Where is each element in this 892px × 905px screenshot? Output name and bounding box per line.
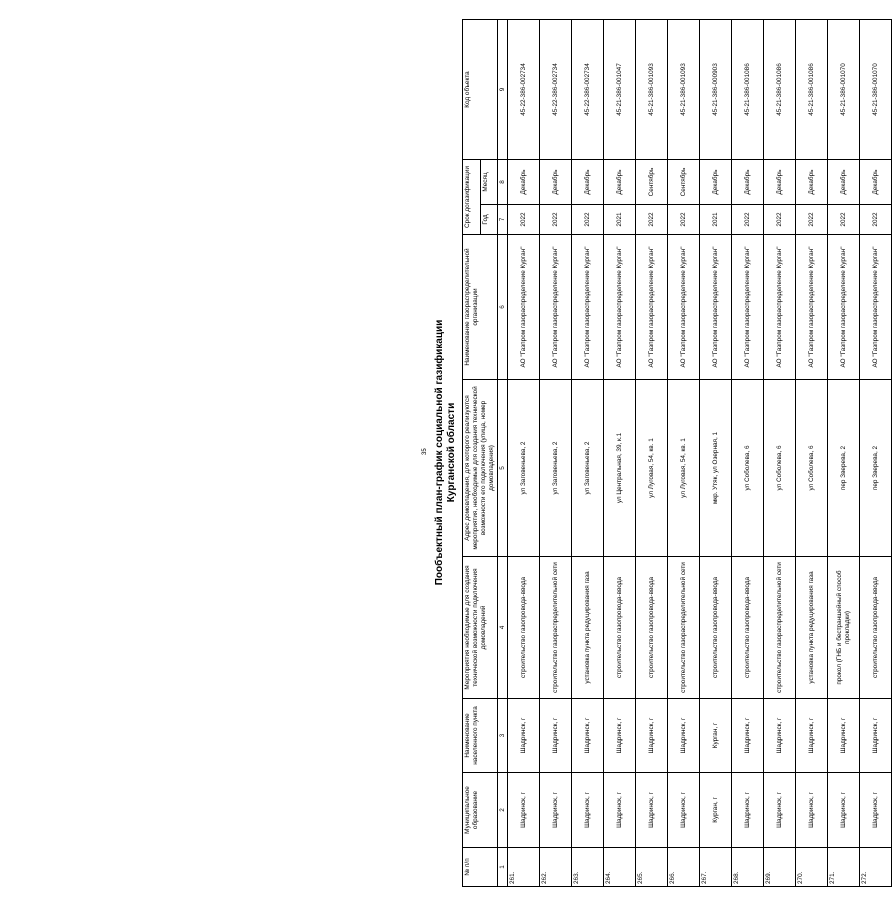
year-cell: 2022 xyxy=(508,205,540,235)
settlement-cell: Шадринск, г xyxy=(636,699,668,773)
year-cell: 2022 xyxy=(540,205,572,235)
address-cell: ул Заговеньева, 2 xyxy=(572,380,604,557)
row-number: 267. xyxy=(700,848,732,887)
object-code-cell: 45-22-386-002734 xyxy=(540,20,572,160)
column-number-row xyxy=(498,20,508,887)
table-row xyxy=(860,20,892,887)
month-cell: Сентябрь xyxy=(668,160,700,205)
column-number: 6 xyxy=(498,235,508,380)
organization-cell: АО "Газпром газораспределение Курган" xyxy=(796,235,828,380)
organization-cell: АО "Газпром газораспределение Курган" xyxy=(636,235,668,380)
table-row xyxy=(764,20,796,887)
object-code-cell: 45-21-386-001086 xyxy=(796,20,828,160)
month-cell: Декабрь xyxy=(604,160,636,205)
column-number: 4 xyxy=(498,557,508,699)
year-cell: 2022 xyxy=(796,205,828,235)
organization-cell: АО "Газпром газораспределение Курган" xyxy=(540,235,572,380)
measure-cell: строительство газопровода-ввода xyxy=(604,557,636,699)
column-number: 5 xyxy=(498,380,508,557)
address-cell: ул Луговая, 54, кв. 1 xyxy=(668,380,700,557)
measure-cell: строительство газопровода-ввода xyxy=(860,557,892,699)
header-measures: Мероприятия необходимые для создания технической возможности подключения домовладений xyxy=(463,557,498,699)
address-cell: ул Соболева, 6 xyxy=(796,380,828,557)
organization-cell: АО "Газпром газораспределение Курган" xyxy=(572,235,604,380)
address-cell: пер Зверева, 2 xyxy=(860,380,892,557)
header-address: Адрес домовладения, для которого реализуются мероприятия, необходимые для создания технической возможности его подключения (улица, номер домовладения) xyxy=(463,380,498,557)
year-cell: 2022 xyxy=(732,205,764,235)
year-cell: 2021 xyxy=(604,205,636,235)
object-code-cell: 45-21-386-001070 xyxy=(828,20,860,160)
municipality-cell: Шадринск, г xyxy=(796,773,828,848)
title-line-2: Курганской области xyxy=(446,402,457,503)
title-line-1: Пообъектный план-график социальной газификации xyxy=(434,319,445,586)
object-code-cell: 45-22-386-002734 xyxy=(508,20,540,160)
header-number: № п/п xyxy=(463,848,498,887)
row-number: 265. xyxy=(636,848,668,887)
table-row xyxy=(668,20,700,887)
year-cell: 2022 xyxy=(668,205,700,235)
row-number: 264. xyxy=(604,848,636,887)
measure-cell: строительство газопровода-ввода xyxy=(732,557,764,699)
measure-cell: установка пункта редуцирования газа xyxy=(796,557,828,699)
header-year: Год xyxy=(480,205,498,235)
address-cell: ул Заговеньева, 2 xyxy=(540,380,572,557)
address-cell: ул Соболева, 6 xyxy=(764,380,796,557)
measure-cell: строительство газораспределительной сети xyxy=(764,557,796,699)
organization-cell: АО "Газпром газораспределение Курган" xyxy=(828,235,860,380)
organization-cell: АО "Газпром газораспределение Курган" xyxy=(508,235,540,380)
column-number: 8 xyxy=(498,160,508,205)
settlement-cell: Шадринск, г xyxy=(764,699,796,773)
settlement-cell: Курган, г xyxy=(700,699,732,773)
organization-cell: АО "Газпром газораспределение Курган" xyxy=(764,235,796,380)
page-number: 35 xyxy=(422,448,428,455)
year-cell: 2022 xyxy=(572,205,604,235)
address-cell: ул Луговая, 54, кв. 1 xyxy=(636,380,668,557)
row-number: 268. xyxy=(732,848,764,887)
page-title xyxy=(434,0,458,905)
year-cell: 2021 xyxy=(700,205,732,235)
settlement-cell: Шадринск, г xyxy=(508,699,540,773)
measure-cell: строительство газопровода-ввода xyxy=(700,557,732,699)
municipality-cell: Шадринск, г xyxy=(668,773,700,848)
table-row xyxy=(636,20,668,887)
address-cell: пер Зверева, 2 xyxy=(828,380,860,557)
settlement-cell: Шадринск, г xyxy=(828,699,860,773)
measure-cell: строительство газораспределительной сети xyxy=(540,557,572,699)
measure-cell: прокол (ГНБ и бестраншейный способ прокладки) xyxy=(828,557,860,699)
month-cell: Декабрь xyxy=(572,160,604,205)
row-number: 262. xyxy=(540,848,572,887)
object-code-cell: 45-21-386-001070 xyxy=(860,20,892,160)
municipality-cell: Шадринск, г xyxy=(828,773,860,848)
table-row xyxy=(828,20,860,887)
organization-cell: АО "Газпром газораспределение Курган" xyxy=(604,235,636,380)
column-number: 9 xyxy=(498,20,508,160)
month-cell: Декабрь xyxy=(732,160,764,205)
organization-cell: АО "Газпром газораспределение Курган" xyxy=(860,235,892,380)
year-cell: 2022 xyxy=(860,205,892,235)
address-cell: ул Соболева, 6 xyxy=(732,380,764,557)
settlement-cell: Шадринск, г xyxy=(604,699,636,773)
header-object-code: Код объекта xyxy=(463,20,498,160)
settlement-cell: Шадринск, г xyxy=(668,699,700,773)
measure-cell: установка пункта редуцирования газа xyxy=(572,557,604,699)
header-deadline: Срок догазификации xyxy=(463,160,481,235)
municipality-cell: Шадринск, г xyxy=(860,773,892,848)
column-number: 1 xyxy=(498,848,508,887)
table-row xyxy=(796,20,828,887)
month-cell: Декабрь xyxy=(828,160,860,205)
table-row xyxy=(604,20,636,887)
month-cell: Декабрь xyxy=(796,160,828,205)
month-cell: Декабрь xyxy=(764,160,796,205)
object-code-cell: 45-21-386-001047 xyxy=(604,20,636,160)
settlement-cell: Шадринск, г xyxy=(860,699,892,773)
year-cell: 2022 xyxy=(828,205,860,235)
municipality-cell: Шадринск, г xyxy=(732,773,764,848)
settlement-cell: Шадринск, г xyxy=(732,699,764,773)
measure-cell: строительство газопровода-ввода xyxy=(636,557,668,699)
object-code-cell: 45-21-386-001093 xyxy=(668,20,700,160)
object-code-cell: 45-21-386-000903 xyxy=(700,20,732,160)
table-row xyxy=(508,20,540,887)
month-cell: Декабрь xyxy=(540,160,572,205)
table-row xyxy=(540,20,572,887)
municipality-cell: Шадринск, г xyxy=(604,773,636,848)
table-row xyxy=(572,20,604,887)
object-code-cell: 45-22-386-002734 xyxy=(572,20,604,160)
address-cell: мкр. Утяк, ул Озерная, 1 xyxy=(700,380,732,557)
month-cell: Декабрь xyxy=(860,160,892,205)
table-row xyxy=(732,20,764,887)
settlement-cell: Шадринск, г xyxy=(572,699,604,773)
row-number: 272. xyxy=(860,848,892,887)
header-organization: Наименование газораспределительной организации xyxy=(463,235,498,380)
row-number: 266. xyxy=(668,848,700,887)
header-settlement: Наименование населенного пункта xyxy=(463,699,498,773)
year-cell: 2022 xyxy=(636,205,668,235)
column-number: 7 xyxy=(498,205,508,235)
row-number: 261. xyxy=(508,848,540,887)
municipality-cell: Шадринск, г xyxy=(540,773,572,848)
object-code-cell: 45-21-386-001086 xyxy=(732,20,764,160)
address-cell: ул Заговеньева, 2 xyxy=(508,380,540,557)
settlement-cell: Шадринск, г xyxy=(796,699,828,773)
header-municipality: Муниципальное образование xyxy=(463,773,498,848)
municipality-cell: Шадринск, г xyxy=(764,773,796,848)
municipality-cell: Шадринск, г xyxy=(572,773,604,848)
organization-cell: АО "Газпром газораспределение Курган" xyxy=(700,235,732,380)
row-number: 271. xyxy=(828,848,860,887)
settlement-cell: Шадринск, г xyxy=(540,699,572,773)
header-month: Месяц xyxy=(480,160,498,205)
row-number: 263. xyxy=(572,848,604,887)
row-number: 270. xyxy=(796,848,828,887)
object-code-cell: 45-21-386-001093 xyxy=(636,20,668,160)
municipality-cell: Курган, г xyxy=(700,773,732,848)
table-row xyxy=(700,20,732,887)
measure-cell: строительство газораспределительной сети xyxy=(668,557,700,699)
month-cell: Декабрь xyxy=(700,160,732,205)
municipality-cell: Шадринск, г xyxy=(636,773,668,848)
month-cell: Сентябрь xyxy=(636,160,668,205)
column-number: 3 xyxy=(498,699,508,773)
organization-cell: АО "Газпром газораспределение Курган" xyxy=(732,235,764,380)
month-cell: Декабрь xyxy=(508,160,540,205)
municipality-cell: Шадринск, г xyxy=(508,773,540,848)
row-number: 269. xyxy=(764,848,796,887)
organization-cell: АО "Газпром газораспределение Курган" xyxy=(668,235,700,380)
object-code-cell: 45-21-386-001086 xyxy=(764,20,796,160)
gasification-table xyxy=(462,19,892,887)
column-number: 2 xyxy=(498,773,508,848)
year-cell: 2022 xyxy=(764,205,796,235)
measure-cell: строительство газопровода-ввода xyxy=(508,557,540,699)
address-cell: ул Центральная, 39, к.1 xyxy=(604,380,636,557)
